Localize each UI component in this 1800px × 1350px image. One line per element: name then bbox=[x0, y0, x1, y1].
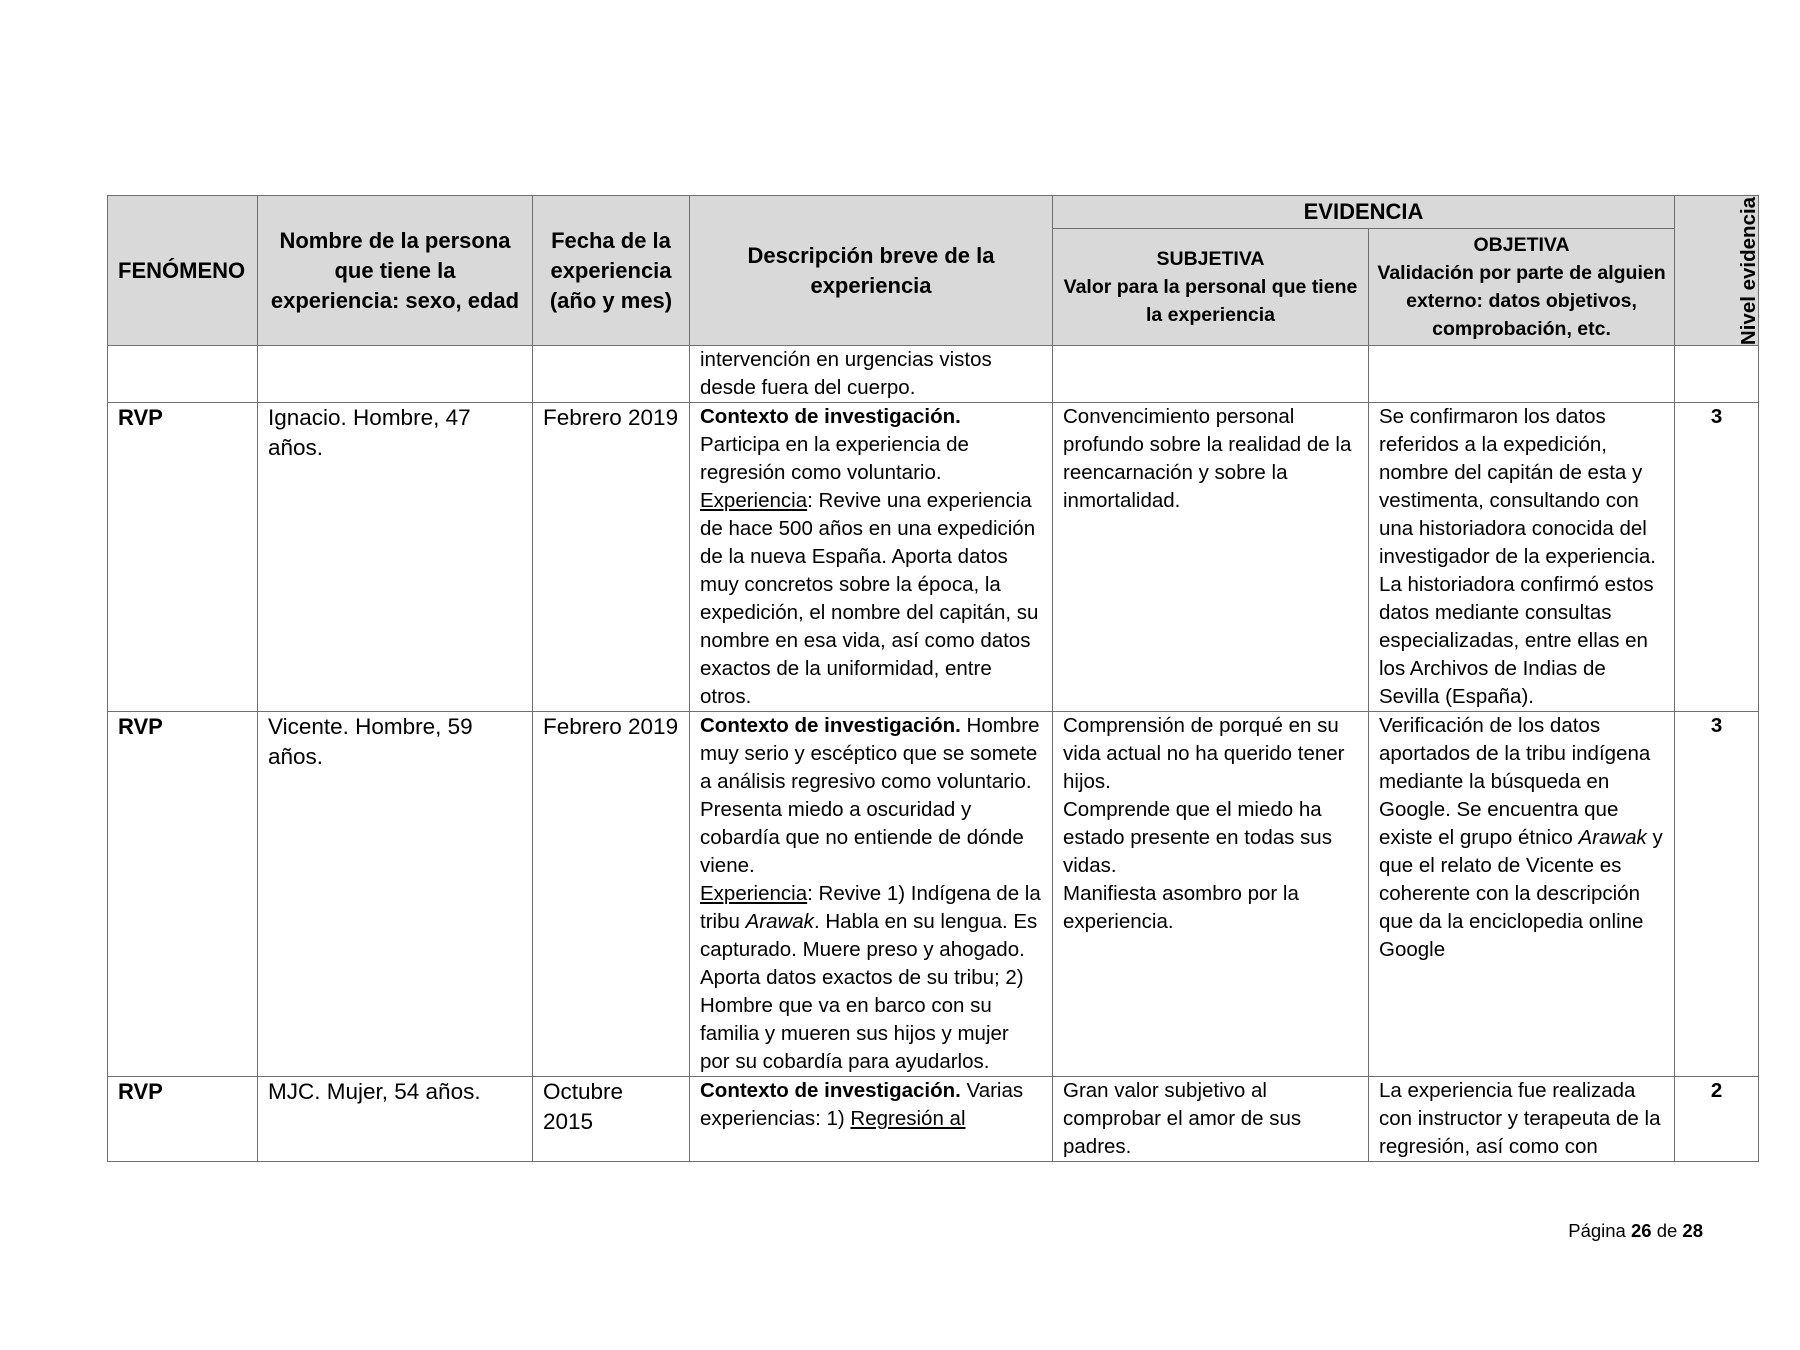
header-fenomeno: FENÓMENO bbox=[108, 196, 258, 346]
table-row bbox=[108, 403, 1759, 712]
page-of: de bbox=[1656, 1220, 1678, 1241]
cell-descripcion: intervención en urgencias vistos desde fuera del cuerpo. bbox=[690, 346, 1053, 403]
cell-objetiva: Se confirmaron los datos referidos a la expedición, nombre del capitán de esta y vestimenta, consultando con una historiadora conocida del investigador de la experiencia. La historiadora confirmó estos datos mediante consultas especializadas, entre ellas en los Archivos de Indias de Sevilla (España). bbox=[1369, 403, 1675, 712]
cell-fenomeno: RVP bbox=[108, 712, 258, 1077]
context-label: Contexto de investigación. bbox=[700, 405, 961, 428]
cell-fenomeno bbox=[108, 346, 258, 403]
header-nivel-text: Nivel evidencia bbox=[1737, 196, 1761, 345]
cell-fenomeno: RVP bbox=[108, 1077, 258, 1162]
header-objetiva-desc: Validación por parte de alguien externo: datos objetivos, comprobación, etc. bbox=[1377, 262, 1666, 340]
context-underlined: Regresión al bbox=[850, 1107, 966, 1130]
subjetiva-line: Comprende que el miedo ha estado presente en todas sus vidas. bbox=[1063, 798, 1332, 877]
page-current: 26 bbox=[1630, 1220, 1652, 1241]
cell-nombre: Ignacio. Hombre, 47 años. bbox=[258, 403, 533, 712]
experience-tribe-name: Arawak bbox=[745, 910, 814, 933]
cell-nivel: 3 bbox=[1675, 712, 1759, 1077]
cell-descripcion bbox=[690, 712, 1053, 1077]
objetiva-text-cont: y que el relato de Vicente es coherente con la descripción que da la enciclopedia online Google bbox=[1379, 826, 1663, 961]
context-text: Participa en la experiencia de regresión como voluntario. bbox=[700, 433, 969, 484]
page-total: 28 bbox=[1682, 1220, 1703, 1241]
context-label: Contexto de investigación. bbox=[700, 714, 961, 737]
header-evidencia: EVIDENCIA bbox=[1053, 196, 1675, 229]
page-number bbox=[1568, 1220, 1703, 1242]
cell-objetiva: La experiencia fue realizada con instructor y terapeuta de la regresión, así como con bbox=[1369, 1077, 1675, 1162]
context-label: Contexto de investigación. bbox=[700, 1079, 961, 1102]
header-nombre: Nombre de la persona que tiene la experiencia: sexo, edad bbox=[258, 196, 533, 346]
cell-subjetiva bbox=[1053, 712, 1369, 1077]
table-header bbox=[108, 196, 1759, 346]
header-objetiva bbox=[1369, 229, 1675, 346]
cell-descripcion bbox=[690, 1077, 1053, 1162]
header-fecha: Fecha de la experiencia (año y mes) bbox=[533, 196, 690, 346]
objetiva-tribe-name: Arawak bbox=[1578, 826, 1647, 849]
cell-fecha bbox=[533, 346, 690, 403]
cell-nivel bbox=[1675, 346, 1759, 403]
cell-descripcion bbox=[690, 403, 1053, 712]
header-subjetiva-title: SUBJETIVA bbox=[1156, 248, 1265, 270]
table-row bbox=[108, 712, 1759, 1077]
header-subjetiva bbox=[1053, 229, 1369, 346]
cell-nombre: Vicente. Hombre, 59 años. bbox=[258, 712, 533, 1077]
page-label: Página bbox=[1568, 1220, 1626, 1241]
cell-nombre bbox=[258, 346, 533, 403]
header-subjetiva-desc: Valor para la personal que tiene la experiencia bbox=[1063, 276, 1358, 326]
cell-fecha: Febrero 2019 bbox=[533, 403, 690, 712]
cell-objetiva bbox=[1369, 712, 1675, 1077]
table-row-continuation bbox=[108, 346, 1759, 403]
subjetiva-line: Manifiesta asombro por la experiencia. bbox=[1063, 882, 1299, 933]
cell-objetiva bbox=[1369, 346, 1675, 403]
evidence-table bbox=[107, 195, 1759, 1162]
cell-fecha: Febrero 2019 bbox=[533, 712, 690, 1077]
cell-fecha: Octubre 2015 bbox=[533, 1077, 690, 1162]
cell-nivel: 2 bbox=[1675, 1077, 1759, 1162]
cell-nombre: MJC. Mujer, 54 años. bbox=[258, 1077, 533, 1162]
subjetiva-line: Comprensión de porqué en su vida actual no ha querido tener hijos. bbox=[1063, 714, 1345, 793]
experience-text: : Revive 1) Indígena de la tribu bbox=[700, 882, 1041, 933]
experience-text-cont: . Habla en su lengua. Es capturado. Muere preso y ahogado. Aporta datos exactos de su tribu; 2) Hombre que va en barco con su familia y mueren sus hijos y mujer por su cobardía para ayudarlos. bbox=[700, 910, 1038, 1073]
cell-subjetiva: Gran valor subjetivo al comprobar el amor de sus padres. bbox=[1053, 1077, 1369, 1162]
cell-fenomeno: RVP bbox=[108, 403, 258, 712]
header-descripcion: Descripción breve de la experiencia bbox=[690, 196, 1053, 346]
experience-label: Experiencia bbox=[700, 489, 808, 512]
table-row bbox=[108, 1077, 1759, 1162]
cell-nivel: 3 bbox=[1675, 403, 1759, 712]
header-nivel bbox=[1675, 196, 1759, 346]
objetiva-text: Verificación de los datos aportados de la tribu indígena mediante la búsqueda en Google. Se encuentra que existe el grupo étnico bbox=[1379, 714, 1651, 849]
experience-label: Experiencia bbox=[700, 882, 808, 905]
header-objetiva-title: OBJETIVA bbox=[1473, 234, 1570, 256]
context-text: Hombre muy serio y escéptico que se somete a análisis regresivo como voluntario. Presenta miedo a oscuridad y cobardía que no entiende de dónde viene. bbox=[700, 714, 1040, 877]
experience-text: : Revive una experiencia de hace 500 años en una expedición de la nueva España. Aporta datos muy concretos sobre la época, la expedición, el nombre del capitán, su nombre en esa vida, así como datos exactos de la uniformidad, entre otros. bbox=[700, 489, 1039, 708]
cell-subjetiva: Convencimiento personal profundo sobre la realidad de la reencarnación y sobre la inmortalidad. bbox=[1053, 403, 1369, 712]
context-text: Varias experiencias: 1) bbox=[700, 1079, 1024, 1130]
cell-subjetiva bbox=[1053, 346, 1369, 403]
